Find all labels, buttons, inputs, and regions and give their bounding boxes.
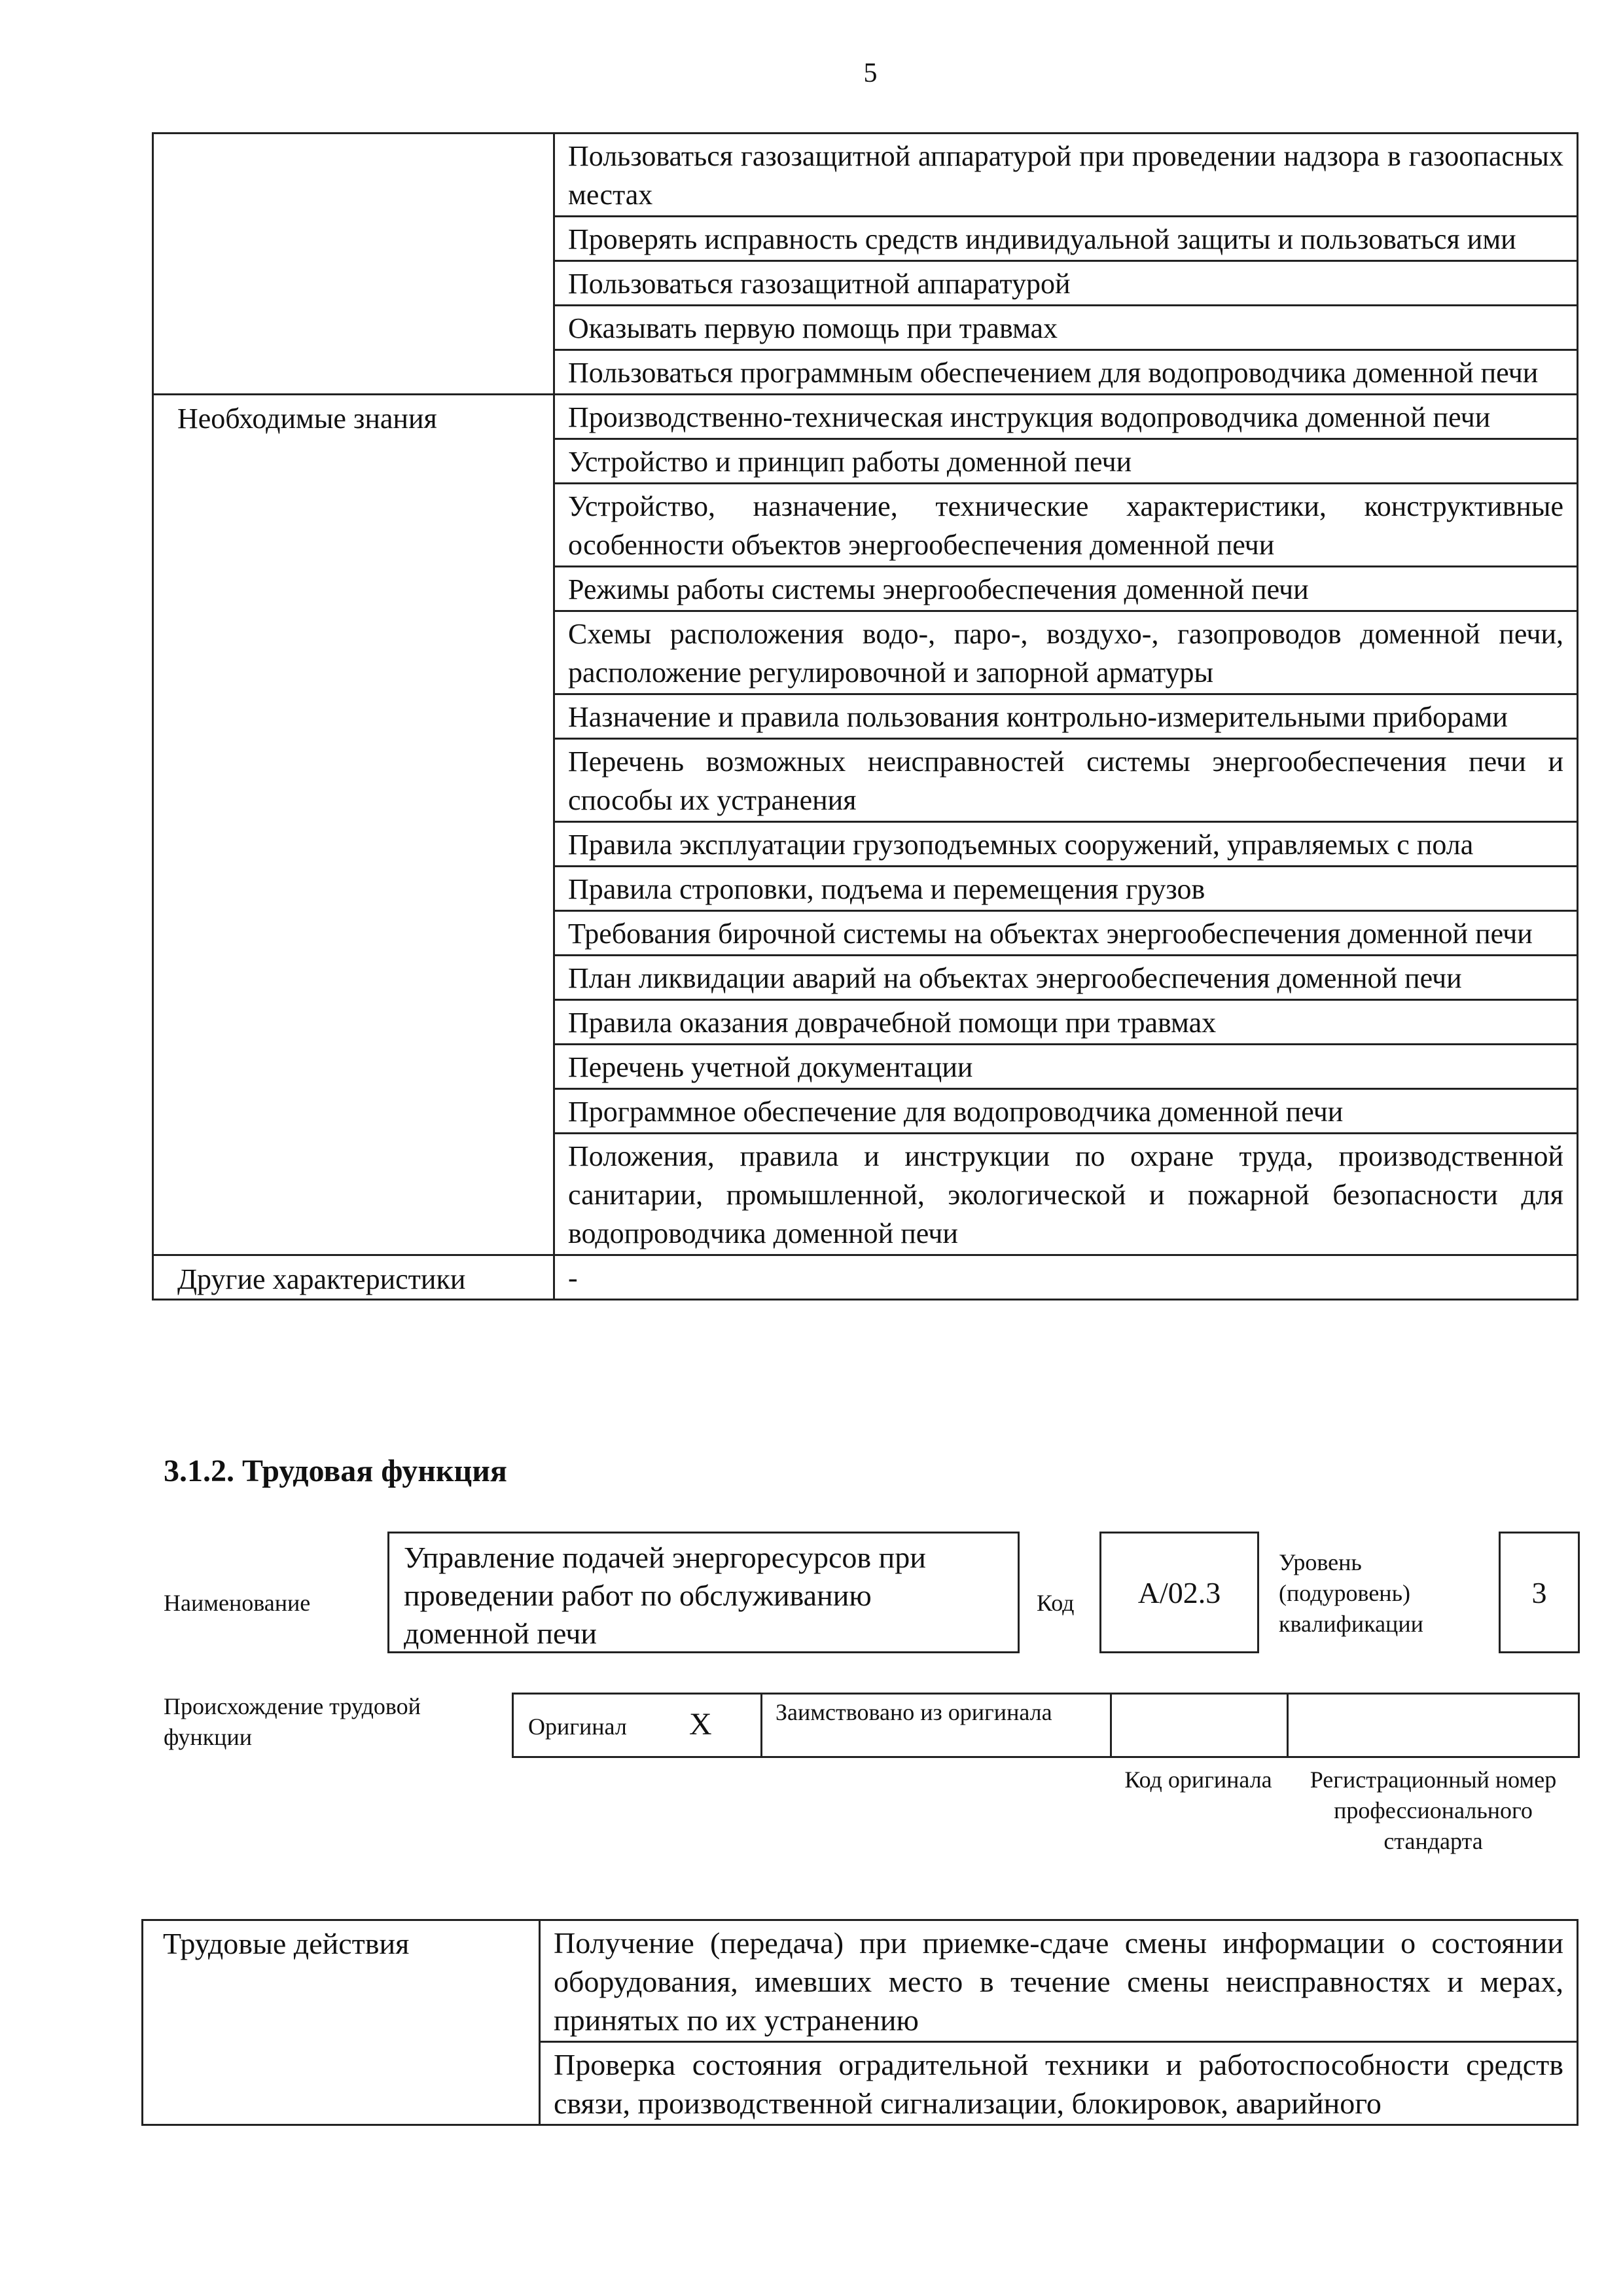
code-original-cell <box>1110 1693 1287 1758</box>
name-label: Наименование <box>164 1590 311 1616</box>
qualification-level-label: Уровень (подуровень) квалификации <box>1279 1549 1423 1637</box>
original-label: Оригинал <box>528 1713 627 1740</box>
row-text: Правила эксплуатации грузоподъемных сооружений, управляемых с пола <box>554 822 1578 867</box>
row-label: Необходимые знания <box>153 395 554 1255</box>
qualification-level-box: 3 <box>1499 1532 1580 1653</box>
row-text: Схемы расположения водо-, паро-, воздухо-, газопроводов доменной печи, расположение регулировочной и запорной арматуры <box>554 611 1578 694</box>
skills-knowledge-table <box>152 132 1578 1300</box>
row-text: Оказывать первую помощь при травмах <box>554 306 1578 350</box>
table-row <box>153 134 1578 217</box>
section-heading: 3.1.2. Трудовая функция <box>164 1454 507 1488</box>
row-text: Пользоваться газозащитной аппаратурой при проведении надзора в газоопасных местах <box>554 134 1578 217</box>
row-text: Положения, правила и инструкции по охране труда, производственной санитарии, промышленной, экологической и пожарной безопасности для водопроводчика доменной печи <box>554 1134 1578 1255</box>
table-row <box>153 1255 1578 1300</box>
row-text: Пользоваться программным обеспечением для водопроводчика доменной печи <box>554 350 1578 395</box>
labor-action-text: Проверка состояния оградительной техники и работоспособности средств связи, производственной сигнализации, блокировок, аварийного <box>540 2042 1578 2125</box>
row-label <box>153 134 554 395</box>
reg-number-cell <box>1287 1693 1580 1758</box>
page-number: 5 <box>863 58 878 88</box>
row-text: Правила оказания доврачебной помощи при травмах <box>554 1000 1578 1045</box>
labor-actions-table <box>141 1919 1578 2126</box>
row-text: Перечень возможных неисправностей системы энергообеспечения печи и способы их устранения <box>554 739 1578 822</box>
table-row <box>143 1920 1578 2042</box>
row-text: Требования бирочной системы на объектах энергообеспечения доменной печи <box>554 911 1578 956</box>
original-cell <box>512 1693 760 1758</box>
origin-row <box>512 1693 1580 1758</box>
row-text: Проверять исправность средств индивидуальной защиты и пользоваться ими <box>554 217 1578 261</box>
row-text: Устройство и принцип работы доменной печи <box>554 439 1578 484</box>
code-label: Код <box>1037 1590 1075 1616</box>
row-text: Пользоваться газозащитной аппаратурой <box>554 261 1578 306</box>
labor-actions-label: Трудовые действия <box>143 1920 540 2125</box>
reg-number-caption: Регистрационный номер профессионального стандарта <box>1310 1767 1557 1854</box>
borrowed-cell: Заимствовано из оригинала <box>760 1693 1110 1758</box>
row-text: Перечень учетной документации <box>554 1045 1578 1089</box>
other-characteristics-label: Другие характеристики <box>153 1255 554 1300</box>
original-mark: X <box>689 1707 712 1742</box>
labor-action-text: Получение (передача) при приемке-сдаче смены информации о состоянии оборудования, имевших место в течение смены неисправностях и мерах, принятых по их устранению <box>540 1920 1578 2042</box>
code-original-caption: Код оригинала <box>1124 1767 1272 1793</box>
row-text: Режимы работы системы энергообеспечения доменной печи <box>554 567 1578 611</box>
row-text: План ликвидации аварий на объектах энергообеспечения доменной печи <box>554 956 1578 1000</box>
other-characteristics-value: - <box>554 1255 1578 1300</box>
table-row <box>153 395 1578 439</box>
row-text: Производственно-техническая инструкция водопроводчика доменной печи <box>554 395 1578 439</box>
row-text: Правила строповки, подъема и перемещения грузов <box>554 867 1578 911</box>
function-code-box: А/02.3 <box>1099 1532 1259 1653</box>
function-name-box: Управление подачей энергоресурсов при проведении работ по обслуживанию доменной печи <box>387 1532 1020 1653</box>
row-text: Устройство, назначение, технические характеристики, конструктивные особенности объектов энергообеспечения доменной печи <box>554 484 1578 567</box>
origin-label: Происхождение трудовой функции <box>164 1693 421 1750</box>
row-text: Программное обеспечение для водопроводчика доменной печи <box>554 1089 1578 1134</box>
row-text: Назначение и правила пользования контрольно-измерительными приборами <box>554 694 1578 739</box>
